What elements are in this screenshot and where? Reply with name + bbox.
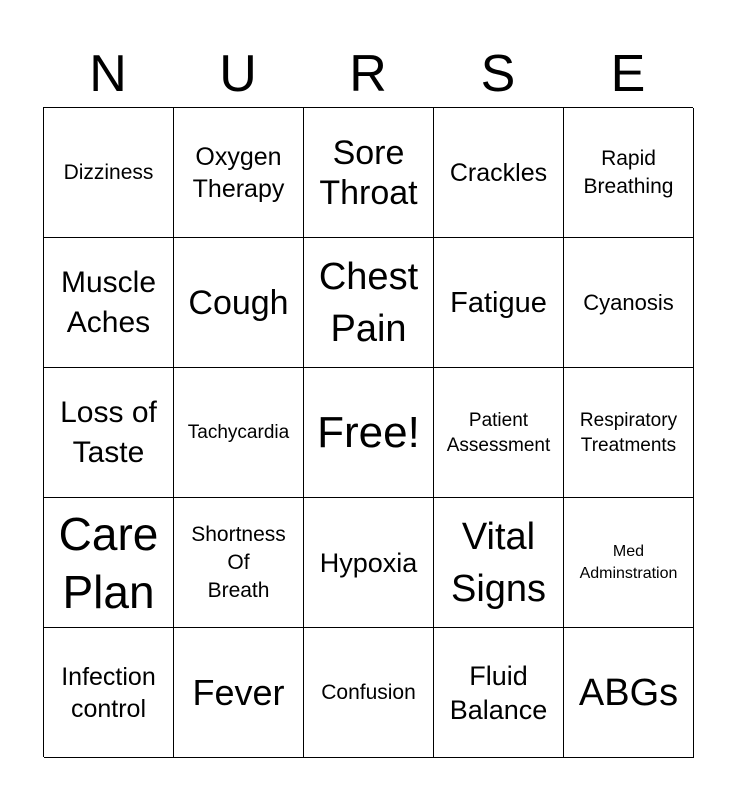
header-letter-s: S: [480, 45, 516, 103]
bingo-board: [43, 107, 693, 757]
bingo-cell-confusion[interactable]: Confusion: [304, 628, 434, 758]
bingo-cell-muscle-aches[interactable]: Muscle Aches: [44, 238, 174, 368]
bingo-cell-fatigue[interactable]: Fatigue: [434, 238, 564, 368]
bingo-cell-cyanosis[interactable]: Cyanosis: [564, 238, 694, 368]
bingo-cell-vital-signs[interactable]: Vital Signs: [434, 498, 564, 628]
bingo-cell-loss-of-taste[interactable]: Loss of Taste: [44, 368, 174, 498]
bingo-cell-cough[interactable]: Cough: [174, 238, 304, 368]
header-letter-r: R: [349, 45, 387, 103]
header-letter-u: U: [219, 45, 257, 103]
bingo-cell-rapid-breathing[interactable]: Rapid Breathing: [564, 108, 694, 238]
bingo-cell-chest-pain[interactable]: Chest Pain: [304, 238, 434, 368]
bingo-cell-abgs[interactable]: ABGs: [564, 628, 694, 758]
header-letter-n: N: [89, 45, 127, 103]
bingo-cell-crackles[interactable]: Crackles: [434, 108, 564, 238]
bingo-cell-infection-control[interactable]: Infection control: [44, 628, 174, 758]
bingo-cell-fluid-balance[interactable]: Fluid Balance: [434, 628, 564, 758]
bingo-cell-oxygen-therapy[interactable]: Oxygen Therapy: [174, 108, 304, 238]
bingo-cell-sore-throat[interactable]: Sore Throat: [304, 108, 434, 238]
bingo-cell-med-adminstration[interactable]: Med Adminstration: [564, 498, 694, 628]
header-letter-e: E: [610, 45, 646, 103]
bingo-cell-dizziness[interactable]: Dizziness: [44, 108, 174, 238]
bingo-cell-free-space[interactable]: Free!: [304, 368, 434, 498]
bingo-header: [43, 40, 693, 108]
bingo-cell-hypoxia[interactable]: Hypoxia: [304, 498, 434, 628]
bingo-cell-fever[interactable]: Fever: [174, 628, 304, 758]
bingo-cell-shortness-of-breath[interactable]: Shortness Of Breath: [174, 498, 304, 628]
bingo-cell-tachycardia[interactable]: Tachycardia: [174, 368, 304, 498]
bingo-cell-respiratory-treatments[interactable]: Respiratory Treatments: [564, 368, 694, 498]
bingo-cell-patient-assessment[interactable]: Patient Assessment: [434, 368, 564, 498]
bingo-cell-care-plan[interactable]: Care Plan: [44, 498, 174, 628]
